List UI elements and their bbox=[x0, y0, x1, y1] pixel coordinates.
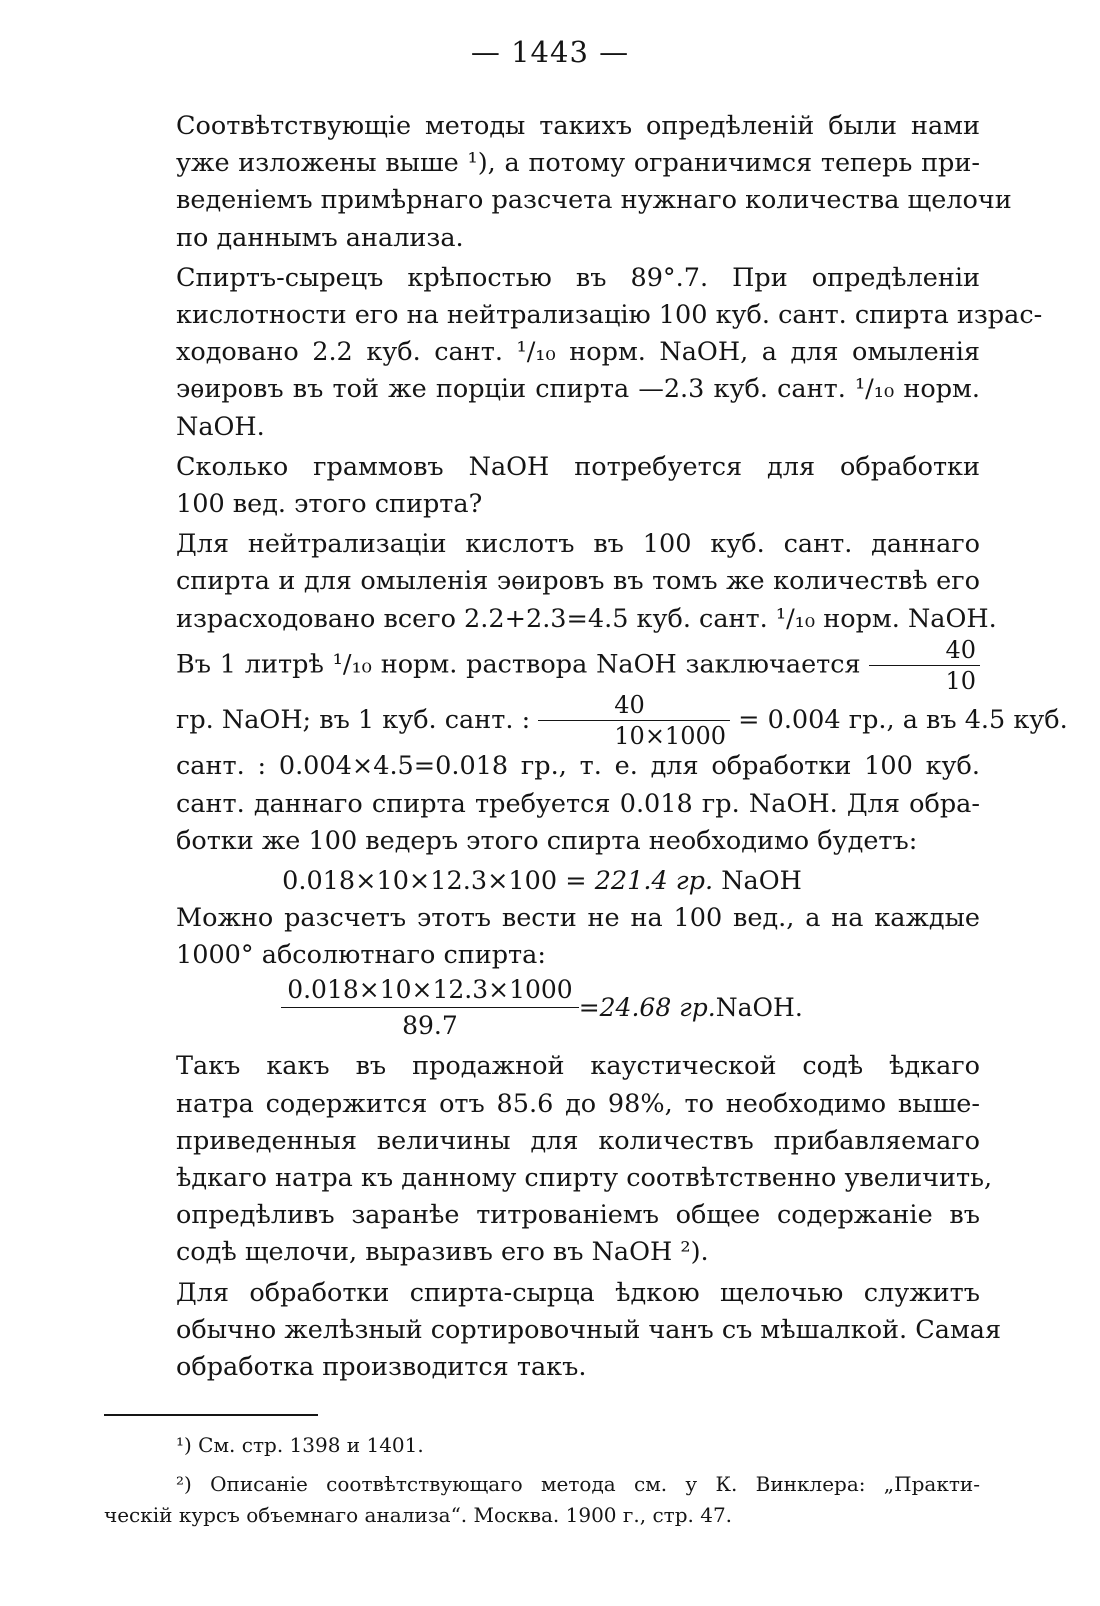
paragraph-1 bbox=[104, 108, 1012, 257]
formula-result: 24.68 гр. bbox=[599, 993, 716, 1023]
formula-fraction bbox=[281, 975, 579, 1041]
text-line: израсходовано всего 2.2+2.3=4.5 куб. сант. ¹/₁₀ норм. NaOH. bbox=[176, 603, 997, 634]
text-line: натра содержится отъ 85.6 до 98%, то необходимо выше- bbox=[176, 1088, 980, 1119]
text-line: ѣдкаго натра къ данному спирту соотвѣтственно увеличить, bbox=[176, 1162, 993, 1193]
footnote-1 bbox=[104, 1430, 980, 1461]
line-text: = 0.004 гр., а въ 4.5 куб. bbox=[738, 704, 1068, 735]
paragraph-3 bbox=[104, 449, 980, 523]
text-line: содѣ щелочи, выразивъ его въ NaOH ²). bbox=[176, 1237, 709, 1268]
footnotes bbox=[104, 1430, 980, 1539]
text-line: сант. : 0.004×4.5=0.018 гр., т. е. для обработки 100 куб. bbox=[176, 751, 980, 782]
text-line: Такъ какъ въ продажной каустической содѣ ѣдкаго bbox=[176, 1051, 980, 1082]
text-line: Спиртъ-сырецъ крѣпостью въ 89°.7. При опредѣленіи bbox=[176, 262, 980, 293]
line-text: гр. NaOH; въ 1 куб. сант. : bbox=[176, 704, 531, 735]
fraction-numerator: 0.018×10×12.3×1000 bbox=[281, 977, 579, 1008]
text-line: 100 вед. этого спирта? bbox=[176, 489, 483, 520]
footnote-line: ²) Описаніе соотвѣтствующаго метода см. у К. Винклера: „Практи- bbox=[176, 1472, 980, 1496]
footnote-line: ческій курсъ объемнаго анализа“. Москва. 1900 г., стр. 47. bbox=[104, 1503, 733, 1527]
formula-line-1 bbox=[104, 863, 980, 900]
text-line: по даннымъ анализа. bbox=[176, 222, 464, 253]
text-line: ходовано 2.2 куб. сант. ¹/₁₀ норм. NaOH, а для омыленія bbox=[176, 337, 980, 368]
fraction-numerator: 40 bbox=[869, 638, 980, 666]
paragraph-2 bbox=[104, 260, 1043, 446]
text-line: Для нейтрализаціи кислотъ въ 100 куб. сант. даннаго bbox=[176, 529, 980, 560]
text-line: Соотвѣтствующіе методы такихъ опредѣленій были нами bbox=[176, 111, 980, 141]
text-line: приведенныя величины для количествъ прибавляемаго bbox=[176, 1125, 980, 1156]
text-line: NaOH. bbox=[176, 411, 265, 442]
text-line: Для обработки спирта-сырца ѣдкою щелочью служитъ bbox=[176, 1277, 980, 1308]
footnote-2 bbox=[104, 1469, 980, 1531]
text-line: веденіемъ примѣрнаго разсчета нужнаго количества щелочи bbox=[176, 185, 1012, 216]
fraction-40-over-10 bbox=[869, 635, 980, 695]
text-line: обычно желѣзный сортировочный чанъ съ мѣшалкой. Самая bbox=[176, 1314, 1002, 1345]
text-line: кислотности его на нейтрализацію 100 куб. сант. спирта израс- bbox=[176, 300, 1043, 331]
formula-expression: 0.018×10×12.3×100 = bbox=[282, 865, 595, 896]
formula-line-2 bbox=[104, 975, 980, 1041]
paragraph-7 bbox=[104, 1275, 1002, 1387]
fraction-denominator: 10×1000 bbox=[614, 722, 727, 751]
text-line: уже изложены выше ¹), а потому ограничимся теперь при- bbox=[176, 148, 980, 179]
page-body bbox=[104, 108, 1068, 1389]
fraction-denominator: 10 bbox=[945, 666, 977, 695]
formula-equals: = bbox=[578, 993, 600, 1023]
formula-tail: NaOH. bbox=[715, 993, 803, 1023]
text-line: эѳировъ въ той же порціи спирта —2.3 куб. сант. ¹/₁₀ норм. bbox=[176, 374, 980, 405]
text-line: опредѣливъ заранѣе титрованіемъ общее содержаніе въ bbox=[176, 1200, 980, 1231]
footnote-text: ¹) См. стр. 1398 и 1401. bbox=[176, 1433, 424, 1457]
paragraph-4 bbox=[104, 526, 1068, 860]
paragraph-5 bbox=[104, 900, 980, 974]
paragraph-6 bbox=[104, 1048, 993, 1271]
fraction-40-over-10x1000 bbox=[538, 691, 730, 751]
footnote-divider bbox=[104, 1414, 318, 1416]
fraction-numerator: 40 bbox=[538, 693, 730, 721]
page-number: — 1443 — bbox=[470, 35, 630, 69]
formula-tail: NaOH bbox=[713, 865, 802, 896]
text-line: ботки же 100 ведеръ этого спирта необходимо будетъ: bbox=[176, 825, 918, 856]
text-line bbox=[104, 691, 1068, 751]
text-line bbox=[104, 635, 980, 695]
text-line: обработка производится такъ. bbox=[176, 1351, 587, 1382]
line-text: Въ 1 литрѣ ¹/₁₀ норм. раствора NaOH заключается bbox=[176, 649, 861, 680]
text-line: 1000° абсолютнаго спирта: bbox=[176, 940, 546, 971]
formula-result: 221.4 гр. bbox=[594, 865, 714, 896]
fraction-denominator: 89.7 bbox=[402, 1011, 458, 1041]
text-line: спирта и для омыленія эѳировъ въ томъ же количествѣ его bbox=[176, 566, 980, 597]
text-line: Сколько граммовъ NaOH потребуется для обработки bbox=[176, 451, 980, 482]
text-line: Можно разсчетъ этотъ вести не на 100 вед., а на каждые bbox=[176, 902, 980, 933]
text-line: сант. даннаго спирта требуется 0.018 гр. NaOH. Для обра- bbox=[176, 788, 980, 819]
